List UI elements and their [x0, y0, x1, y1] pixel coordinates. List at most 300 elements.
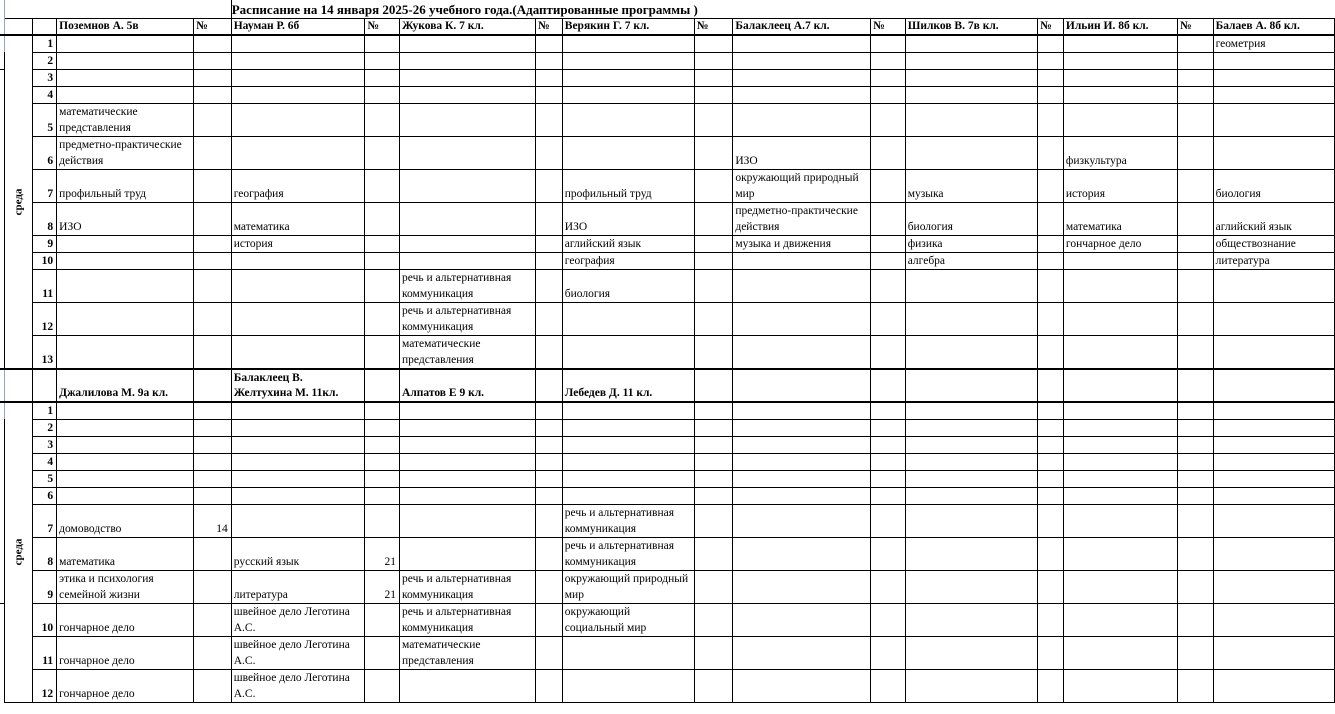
room-number-cell [365, 402, 400, 420]
room-number-cell [694, 453, 733, 470]
room-number-cell [1177, 269, 1213, 302]
subject-cell [400, 487, 536, 504]
schedule-row [0, 487, 1335, 504]
subject-cell: география [231, 169, 365, 202]
lesson-number: 11 [33, 636, 57, 669]
room-number-cell [535, 419, 562, 436]
room-number-cell [365, 252, 400, 269]
student-header: Науман Р. 6б [231, 18, 365, 35]
room-number-cell [365, 69, 400, 86]
subject-cell [905, 436, 1037, 453]
subject-cell [1063, 69, 1177, 86]
room-number-cell [194, 86, 232, 103]
subject-cell: предметно-практические действия [733, 202, 871, 235]
subject-cell: речь и альтернативная коммуникация [400, 302, 536, 335]
title-spacer [5, 0, 231, 18]
student-header: Поземнов А. 5в [57, 18, 194, 35]
subject-cell [57, 86, 194, 103]
student-header: Ильин И. 8б кл. [1063, 18, 1177, 35]
room-number-cell [194, 136, 232, 169]
room-number-cell [535, 302, 562, 335]
subject-cell [562, 335, 694, 369]
subject-cell [733, 487, 871, 504]
subject-cell: география [562, 252, 694, 269]
room-number-header: № [535, 18, 562, 35]
subject-cell [562, 35, 694, 53]
room-number-cell [194, 103, 232, 136]
subject-cell [400, 136, 536, 169]
subject-cell [57, 235, 194, 252]
subject-cell [733, 570, 871, 603]
room-number-header: № [1038, 18, 1064, 35]
subject-cell: математика [57, 537, 194, 570]
subject-cell [1213, 335, 1334, 369]
subject-cell: математика [231, 202, 365, 235]
room-number-cell [1038, 169, 1064, 202]
subject-cell [400, 537, 536, 570]
room-number-cell [694, 86, 733, 103]
subject-cell: аглийский язык [1213, 202, 1334, 235]
student-header: Жукова К. 7 кл. [400, 18, 536, 35]
room-number-cell [694, 335, 733, 369]
row-gutter [0, 504, 5, 537]
room-number-cell [535, 669, 562, 702]
subject-cell [1213, 669, 1334, 702]
subject-cell [733, 252, 871, 269]
student-header: Шилков В. 7в кл. [905, 18, 1037, 35]
row-gutter [0, 52, 5, 69]
room-number-cell [535, 252, 562, 269]
subject-cell [231, 402, 365, 420]
room-number-cell [1038, 86, 1064, 103]
subject-cell [905, 335, 1037, 369]
subject-cell: аглийский язык [562, 235, 694, 252]
room-number-cell [1038, 35, 1064, 53]
student-header: Лебедев Д. 11 кл. [562, 369, 694, 402]
subject-cell: этика и психология семейной жизни [57, 570, 194, 603]
room-number-cell [365, 470, 400, 487]
subject-cell [733, 402, 871, 420]
room-number-header [365, 369, 400, 402]
schedule-row [0, 269, 1335, 302]
room-number-cell [1038, 419, 1064, 436]
room-number-cell [1177, 202, 1213, 235]
student-header: Балаклеец А.7 кл. [733, 18, 871, 35]
schedule-row [0, 202, 1335, 235]
subject-cell [1063, 636, 1177, 669]
row-gutter [0, 169, 5, 202]
subject-cell: профильный труд [57, 169, 194, 202]
room-number-cell [694, 103, 733, 136]
subject-cell [562, 487, 694, 504]
subject-cell: биология [562, 269, 694, 302]
room-number-cell [365, 202, 400, 235]
room-number-cell [194, 436, 232, 453]
subject-cell [57, 419, 194, 436]
subject-cell: история [1063, 169, 1177, 202]
room-number-cell [194, 169, 232, 202]
student-header: Балаклеец В. Желтухина М. 11кл. [231, 369, 365, 402]
room-number-cell [694, 669, 733, 702]
room-number-cell [194, 470, 232, 487]
lesson-number: 6 [33, 487, 57, 504]
room-number-cell [365, 86, 400, 103]
subject-cell [231, 302, 365, 335]
room-number-cell [1038, 252, 1064, 269]
subject-cell [562, 669, 694, 702]
subject-cell [57, 35, 194, 53]
subject-cell: математические представления [400, 335, 536, 369]
room-number-cell [1038, 487, 1064, 504]
room-number-cell [871, 252, 906, 269]
room-number-cell [535, 235, 562, 252]
schedule-title: Расписание на 14 января 2025-26 учебного года.(Адаптированные программы ) [231, 0, 1334, 18]
subject-cell [733, 335, 871, 369]
lesson-number: 11 [33, 269, 57, 302]
row-gutter [0, 86, 5, 103]
schedule-row [0, 470, 1335, 487]
subject-cell [1213, 570, 1334, 603]
room-number-cell [1038, 603, 1064, 636]
subject-cell [400, 402, 536, 420]
subject-cell [733, 419, 871, 436]
room-number-cell [1177, 69, 1213, 86]
subject-cell [905, 453, 1037, 470]
subject-cell: гончарное дело [57, 669, 194, 702]
subject-cell: швейное дело Леготина А.С. [231, 603, 365, 636]
subject-cell [400, 419, 536, 436]
room-number-cell [871, 487, 906, 504]
subject-cell [231, 136, 365, 169]
subject-cell: биология [1213, 169, 1334, 202]
room-number-cell [871, 453, 906, 470]
room-number-cell [535, 537, 562, 570]
schedule-row [0, 603, 1335, 636]
room-number-cell [1177, 636, 1213, 669]
student-header: Джалилова М. 9а кл. [57, 369, 194, 402]
room-number-header [1177, 369, 1213, 402]
subject-cell [400, 202, 536, 235]
room-number-cell [365, 419, 400, 436]
room-number-cell [365, 169, 400, 202]
room-number-cell [194, 603, 232, 636]
subject-cell [733, 103, 871, 136]
subject-cell [733, 86, 871, 103]
lesson-number: 9 [33, 570, 57, 603]
room-number-cell [871, 537, 906, 570]
room-number-cell [365, 136, 400, 169]
room-number-cell [694, 487, 733, 504]
room-number-cell [365, 52, 400, 69]
subject-cell: математика [1063, 202, 1177, 235]
subject-cell [231, 103, 365, 136]
schedule-row [0, 453, 1335, 470]
subject-cell [1213, 419, 1334, 436]
subject-cell [1213, 86, 1334, 103]
row-gutter [0, 570, 5, 603]
lesson-number: 13 [33, 335, 57, 369]
subject-cell [733, 69, 871, 86]
subject-cell [733, 636, 871, 669]
room-number-cell [535, 86, 562, 103]
room-number-cell [694, 504, 733, 537]
room-number-cell [535, 603, 562, 636]
subject-cell: ИЗО [733, 136, 871, 169]
subject-cell [905, 470, 1037, 487]
lesson-number: 7 [33, 504, 57, 537]
room-number-cell [194, 487, 232, 504]
subject-cell [1063, 402, 1177, 420]
subject-cell: ИЗО [57, 202, 194, 235]
schedule-row [0, 504, 1335, 537]
room-number-cell [365, 669, 400, 702]
subject-cell [905, 504, 1037, 537]
subject-cell [231, 252, 365, 269]
room-number-cell [1177, 235, 1213, 252]
room-number-cell [871, 52, 906, 69]
subject-cell [231, 419, 365, 436]
subject-cell: история [231, 235, 365, 252]
room-number-cell [1177, 603, 1213, 636]
schedule-row [0, 52, 1335, 69]
subject-cell [905, 636, 1037, 669]
room-number-cell [1177, 570, 1213, 603]
room-number-cell [871, 202, 906, 235]
subject-cell: биология [905, 202, 1037, 235]
subject-cell [231, 504, 365, 537]
subject-cell [57, 470, 194, 487]
room-number-cell [365, 103, 400, 136]
row-gutter [0, 202, 5, 235]
subject-cell [733, 302, 871, 335]
subject-cell: гончарное дело [1063, 235, 1177, 252]
lesson-number: 2 [33, 52, 57, 69]
subject-cell: швейное дело Леготина А.С. [231, 636, 365, 669]
subject-cell [400, 103, 536, 136]
subject-cell [1213, 453, 1334, 470]
room-number-cell [694, 69, 733, 86]
subject-cell: окружающий социальный мир [562, 603, 694, 636]
room-number-cell [535, 402, 562, 420]
room-number-header: № [365, 18, 400, 35]
room-number-cell [871, 335, 906, 369]
subject-cell [1063, 252, 1177, 269]
subject-cell [905, 402, 1037, 420]
subject-cell [400, 35, 536, 53]
row-gutter [0, 669, 5, 702]
room-number-cell [694, 402, 733, 420]
subject-cell [400, 235, 536, 252]
subject-cell: литература [1213, 252, 1334, 269]
room-number-cell [194, 69, 232, 86]
subject-cell [231, 52, 365, 69]
room-number-cell [535, 202, 562, 235]
subject-cell [400, 86, 536, 103]
room-number-cell [871, 302, 906, 335]
room-number-cell [694, 35, 733, 53]
schedule-row [0, 35, 1335, 53]
lesson-number: 2 [33, 419, 57, 436]
row-gutter [0, 453, 5, 470]
schedule-row [0, 636, 1335, 669]
subject-cell: обществознание [1213, 235, 1334, 252]
room-number-cell [1177, 86, 1213, 103]
subject-cell [905, 537, 1037, 570]
subject-cell [1063, 436, 1177, 453]
subject-cell [562, 52, 694, 69]
subject-cell [905, 570, 1037, 603]
subject-cell [905, 86, 1037, 103]
room-number-cell [1038, 103, 1064, 136]
room-number-header [1038, 369, 1064, 402]
subject-cell [733, 436, 871, 453]
room-number-cell [1177, 669, 1213, 702]
room-number-cell [1177, 504, 1213, 537]
subject-cell [905, 52, 1037, 69]
room-number-cell [1177, 470, 1213, 487]
room-number-cell [1177, 52, 1213, 69]
room-number-cell [365, 487, 400, 504]
schedule-row [0, 169, 1335, 202]
room-number-header [535, 369, 562, 402]
lesson-number: 8 [33, 537, 57, 570]
room-number-cell [194, 202, 232, 235]
room-number-cell [194, 453, 232, 470]
subject-cell [57, 335, 194, 369]
subject-cell [733, 537, 871, 570]
subject-cell [1063, 86, 1177, 103]
lesson-number: 9 [33, 235, 57, 252]
subject-cell [562, 436, 694, 453]
subject-cell: речь и альтернативная коммуникация [562, 537, 694, 570]
subject-cell [562, 419, 694, 436]
room-number-cell [194, 570, 232, 603]
room-number-cell [871, 235, 906, 252]
weekday-text: среда [12, 538, 25, 566]
room-number-cell: 14 [194, 504, 232, 537]
room-number-cell [871, 603, 906, 636]
subject-cell [1063, 603, 1177, 636]
lesson-number: 12 [33, 302, 57, 335]
subject-cell [400, 69, 536, 86]
lesson-number: 4 [33, 453, 57, 470]
subject-cell: математические представления [57, 103, 194, 136]
room-number-cell [194, 235, 232, 252]
subject-cell [562, 86, 694, 103]
room-number-cell [535, 453, 562, 470]
room-number-cell [194, 302, 232, 335]
row-gutter [0, 436, 5, 453]
room-number-cell [694, 636, 733, 669]
room-number-cell [365, 269, 400, 302]
room-number-cell [1038, 636, 1064, 669]
lesson-number: 6 [33, 136, 57, 169]
subject-cell [562, 402, 694, 420]
student-header [1213, 369, 1334, 402]
subject-cell [1063, 537, 1177, 570]
schedule-row [0, 570, 1335, 603]
subject-cell [1213, 136, 1334, 169]
room-number-cell [1038, 302, 1064, 335]
subject-cell [905, 487, 1037, 504]
lesson-number: 8 [33, 202, 57, 235]
schedule-row [0, 103, 1335, 136]
room-number-cell [871, 570, 906, 603]
subject-cell [400, 169, 536, 202]
subject-cell [562, 453, 694, 470]
schedule-row [0, 302, 1335, 335]
schedule-row [0, 669, 1335, 702]
subject-cell [905, 35, 1037, 53]
subject-cell [562, 69, 694, 86]
room-number-cell [1038, 436, 1064, 453]
room-number-cell [871, 402, 906, 420]
room-number-cell [1038, 202, 1064, 235]
subject-cell [1213, 470, 1334, 487]
subject-cell [562, 136, 694, 169]
student-header: Верякин Г. 7 кл. [562, 18, 694, 35]
subject-cell [1063, 470, 1177, 487]
room-number-cell [1038, 453, 1064, 470]
subject-cell [905, 269, 1037, 302]
subject-cell [231, 470, 365, 487]
room-number-cell [1177, 103, 1213, 136]
subject-cell [1213, 603, 1334, 636]
student-header [905, 369, 1037, 402]
subject-cell [57, 252, 194, 269]
room-number-header [871, 369, 906, 402]
room-number-cell [871, 419, 906, 436]
subject-cell [400, 470, 536, 487]
room-number-cell [365, 335, 400, 369]
schedule-row [0, 402, 1335, 420]
subject-cell [1063, 669, 1177, 702]
subject-cell [231, 487, 365, 504]
room-number-cell [871, 436, 906, 453]
room-number-cell [1038, 136, 1064, 169]
lesson-number: 5 [33, 470, 57, 487]
subject-cell [1063, 504, 1177, 537]
room-number-cell [194, 636, 232, 669]
room-number-cell [194, 669, 232, 702]
room-number-cell [1177, 419, 1213, 436]
row-gutter [0, 302, 5, 335]
lesson-number: 12 [33, 669, 57, 702]
subject-cell: музыка и движения [733, 235, 871, 252]
subject-cell: математические представления [400, 636, 536, 669]
subject-cell [1063, 487, 1177, 504]
row-gutter [0, 269, 5, 302]
room-number-cell [1177, 169, 1213, 202]
subject-cell [57, 402, 194, 420]
lesson-number: 10 [33, 603, 57, 636]
subject-cell [1213, 402, 1334, 420]
room-number-cell [535, 136, 562, 169]
subject-cell [733, 453, 871, 470]
room-number-cell [1177, 302, 1213, 335]
room-number-cell [694, 470, 733, 487]
room-number-cell [1177, 537, 1213, 570]
subject-cell: геометрия [1213, 35, 1334, 53]
subject-cell: гончарное дело [57, 603, 194, 636]
subject-cell: алгебра [905, 252, 1037, 269]
room-number-cell: 21 [365, 570, 400, 603]
room-number-cell [871, 470, 906, 487]
room-number-cell [194, 269, 232, 302]
row-gutter [0, 252, 5, 269]
subject-cell [1063, 103, 1177, 136]
room-number-cell [694, 136, 733, 169]
